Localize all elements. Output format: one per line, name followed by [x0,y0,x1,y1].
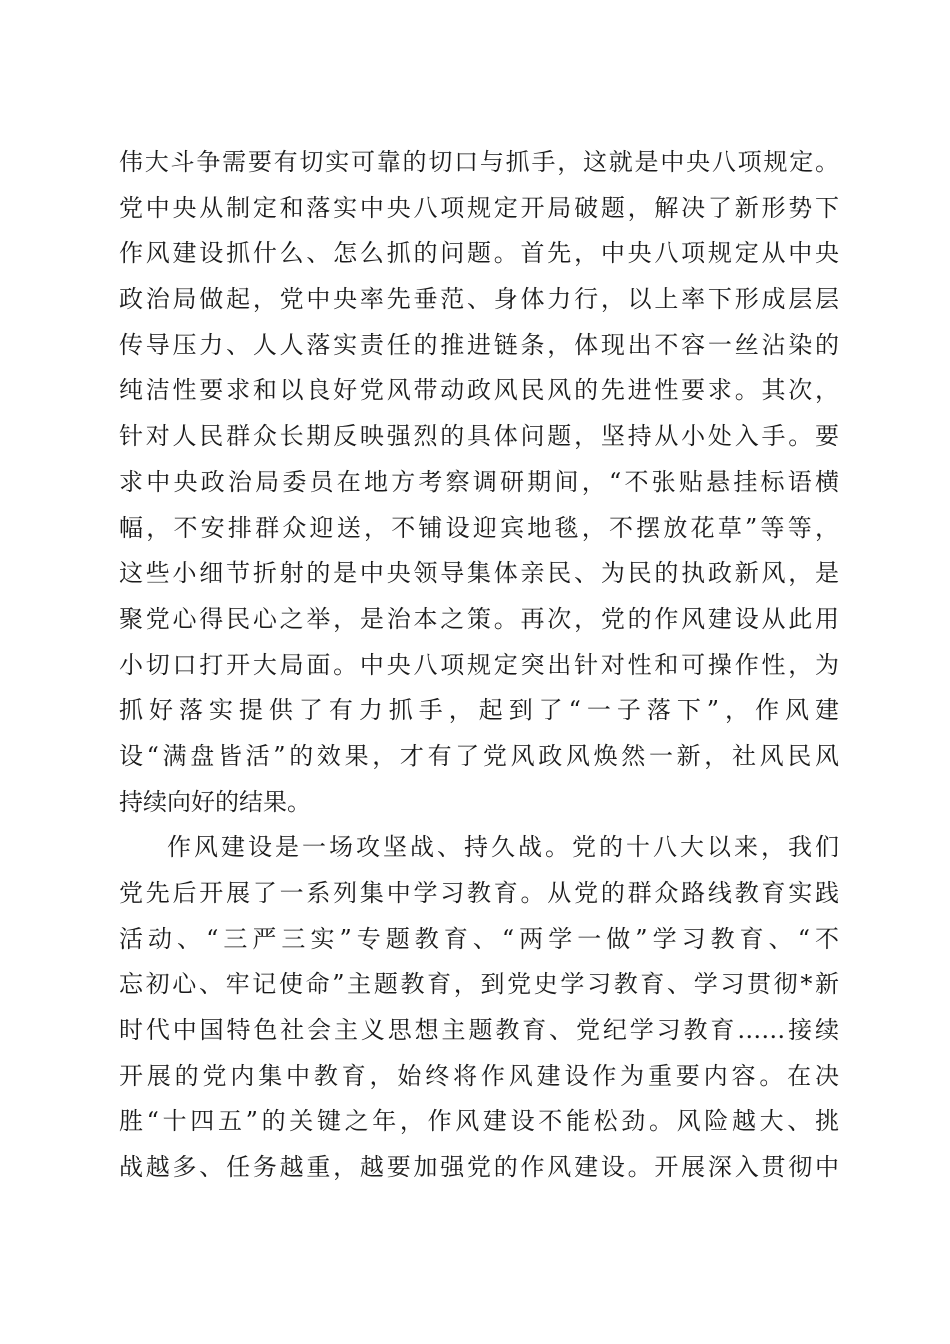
text-line: 战越多、任务越重，越要加强党的作风建设。开展深入贯彻中 [119,1153,839,1182]
text-line: 幅，不安排群众迎送，不铺设迎宾地毯，不摆放花草”等等， [119,513,839,542]
text-line: 聚党心得民心之举，是治本之策。再次，党的作风建设从此用 [119,604,839,633]
text-line: 作风建设抓什么、怎么抓的问题。首先，中央八项规定从中央 [119,239,839,268]
text-line: 求中央政治局委员在地方考察调研期间，“不张贴悬挂标语横 [119,467,839,496]
text-line: 这些小细节折射的是中央领导集体亲民、为民的执政新风，是 [119,559,839,588]
text-line: 胜“十四五”的关键之年，作风建设不能松劲。风险越大、挑 [119,1107,839,1136]
text-line: 忘初心、牢记使命”主题教育，到党史学习教育、学习贯彻*新 [119,970,839,999]
text-line: 针对人民群众长期反映强烈的具体问题，坚持从小处入手。要 [119,422,839,451]
text-line: 时代中国特色社会主义思想主题教育、党纪学习教育……接续 [119,1016,839,1045]
text-line: 小切口打开大局面。中央八项规定突出针对性和可操作性，为 [119,650,839,679]
text-line: 抓好落实提供了有力抓手，起到了“一子落下”，作风建 [119,696,839,725]
paragraph-2 [119,825,839,1191]
text-line: 作风建设是一场攻坚战、持久战。党的十八大以来，我们 [167,833,839,862]
text-line: 党先后开展了一系列集中学习教育。从党的群众路线教育实践 [119,879,839,907]
text-line: 开展的党内集中教育，始终将作风建设作为重要内容。在决 [119,1061,839,1090]
text-line: 纯洁性要求和以良好党风带动政风民风的先进性要求。其次， [119,376,839,405]
text-line: 伟大斗争需要有切实可靠的切口与抓手，这就是中央八项规定。 [119,148,839,176]
text-line: 传导压力、人人落实责任的推进链条，体现出不容一丝沾染的 [119,330,839,359]
text-line: 党中央从制定和落实中央八项规定开局破题，解决了新形势下 [119,193,839,222]
text-line: 活动、“三严三实”专题教育、“两学一做”学习教育、“不 [119,924,839,953]
paragraph-1 [119,140,839,825]
text-line: 设“满盘皆活”的效果，才有了党风政风焕然一新，社风民风 [119,741,839,770]
text-line: 持续向好的结果。 [119,787,311,816]
document-body [119,140,839,1191]
text-line: 政治局做起，党中央率先垂范、身体力行，以上率下形成层层 [119,285,839,314]
